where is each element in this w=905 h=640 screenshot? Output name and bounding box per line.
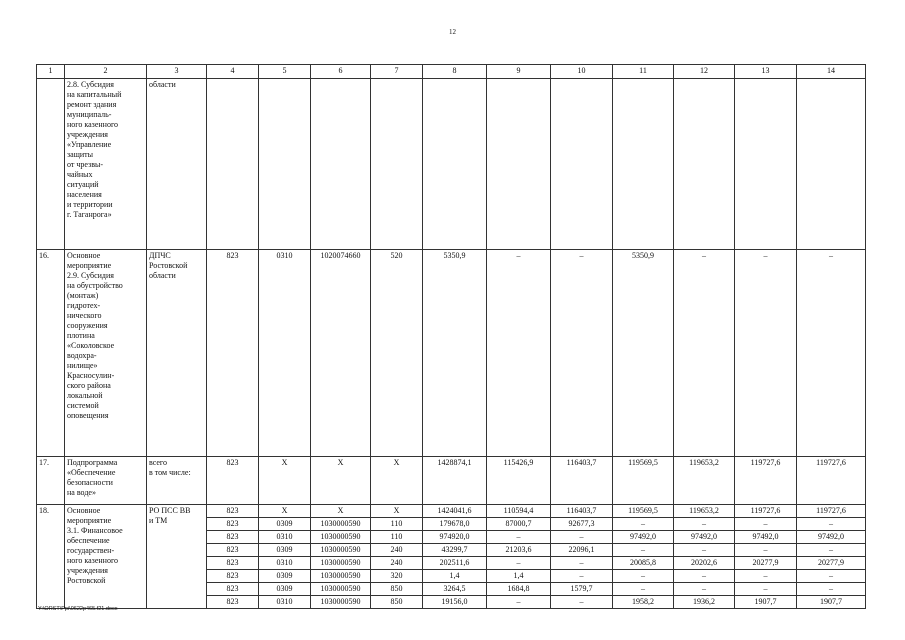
table-cell: 1,4	[423, 570, 487, 583]
column-number-cell: 4	[207, 65, 259, 79]
table-cell: –	[551, 531, 613, 544]
table-cell	[735, 79, 797, 250]
table-cell: 119727,6	[735, 505, 797, 518]
table-cell: Х	[371, 505, 423, 518]
table-cell: 1907,7	[797, 596, 866, 609]
table-cell: –	[613, 518, 674, 531]
table-cell: 119727,6	[797, 457, 866, 505]
table-cell: 823	[207, 518, 259, 531]
table-cell	[551, 79, 613, 250]
table-cell: –	[735, 570, 797, 583]
table-cell	[259, 79, 311, 250]
page-number: 12	[449, 28, 456, 36]
table-cell: 823	[207, 557, 259, 570]
table-cell: 823	[207, 596, 259, 609]
column-number-header-row	[37, 65, 866, 79]
table-cell: 87000,7	[487, 518, 551, 531]
activity-name-cell: Основное мероприятие 2.9. Субсидия на обустройство (монтаж) гидротех- нического сооружения плотина «Соколовское водохра- нилище» Красносулин- ского района локальной системой оповещения	[65, 250, 147, 457]
table-cell: 97492,0	[797, 531, 866, 544]
table-row-17	[37, 457, 866, 505]
table-cell: –	[613, 583, 674, 596]
table-cell	[797, 79, 866, 250]
column-number-cell: 9	[487, 65, 551, 79]
table-cell: 1958,2	[613, 596, 674, 609]
table-cell	[423, 79, 487, 250]
table-cell: –	[613, 570, 674, 583]
column-number-cell: 13	[735, 65, 797, 79]
table-cell: 974920,0	[423, 531, 487, 544]
table-cell: –	[551, 570, 613, 583]
column-number-cell: 10	[551, 65, 613, 79]
table-cell: –	[487, 557, 551, 570]
table-cell: 0309	[259, 570, 311, 583]
table-cell: –	[487, 531, 551, 544]
table-cell: –	[613, 544, 674, 557]
table-cell: 110	[371, 518, 423, 531]
table-cell: –	[735, 583, 797, 596]
table-cell: 110	[371, 531, 423, 544]
table-cell: 1030000590	[311, 596, 371, 609]
column-number-cell: 14	[797, 65, 866, 79]
row-number-cell: 16.	[37, 250, 65, 457]
table-cell: 1424041,6	[423, 505, 487, 518]
table-cell: 92677,3	[551, 518, 613, 531]
table-cell: –	[551, 250, 613, 457]
table-cell: 1030000590	[311, 557, 371, 570]
table-cell: 320	[371, 570, 423, 583]
column-number-cell: 5	[259, 65, 311, 79]
table-cell: 5350,9	[613, 250, 674, 457]
activity-name-cell: 2.8. Субсидия на капитальный ремонт здания муниципаль- ного казенного учреждения «Управление защиты от чрезвы- чайных ситуаций населения и территории г. Таганрога»	[65, 79, 147, 250]
table-cell: 1684,8	[487, 583, 551, 596]
table-cell: 97492,0	[674, 531, 735, 544]
table-cell: 1428874,1	[423, 457, 487, 505]
table-cell: 240	[371, 544, 423, 557]
table-cell: 20277,9	[797, 557, 866, 570]
table-cell: 115426,9	[487, 457, 551, 505]
table-cell: 0309	[259, 544, 311, 557]
table-cell: 97492,0	[613, 531, 674, 544]
table-cell: 1936,2	[674, 596, 735, 609]
table-row-16	[37, 250, 866, 457]
table-cell: 119653,2	[674, 505, 735, 518]
table-cell: Х	[259, 457, 311, 505]
table-cell: Х	[311, 457, 371, 505]
table-cell	[487, 79, 551, 250]
table-cell: 116403,7	[551, 505, 613, 518]
document-file-path: Y:\ORST\Ppi\0622p465.f21.docx	[38, 606, 118, 612]
table-cell: 21203,6	[487, 544, 551, 557]
table-cell: –	[674, 250, 735, 457]
table-cell: Х	[311, 505, 371, 518]
table-cell: 119569,5	[613, 505, 674, 518]
column-number-cell: 11	[613, 65, 674, 79]
table-cell: 823	[207, 457, 259, 505]
table-cell: 823	[207, 570, 259, 583]
table-cell: –	[674, 518, 735, 531]
table-cell: 850	[371, 583, 423, 596]
table-cell: 179678,0	[423, 518, 487, 531]
executor-cell: ДПЧС Ростовской области	[147, 250, 207, 457]
column-number-cell: 1	[37, 65, 65, 79]
column-number-cell: 2	[65, 65, 147, 79]
table-cell	[207, 79, 259, 250]
column-number-cell: 3	[147, 65, 207, 79]
table-cell: 20202,6	[674, 557, 735, 570]
table-cell: Х	[259, 505, 311, 518]
table-cell: 520	[371, 250, 423, 457]
table-cell: 823	[207, 505, 259, 518]
table-cell: 43299,7	[423, 544, 487, 557]
table-cell	[674, 79, 735, 250]
table-cell: 1030000590	[311, 518, 371, 531]
table-cell: 20277,9	[735, 557, 797, 570]
table-cell: 823	[207, 583, 259, 596]
table-cell	[371, 79, 423, 250]
table-cell: 3264,5	[423, 583, 487, 596]
column-number-cell: 8	[423, 65, 487, 79]
table-cell: 116403,7	[551, 457, 613, 505]
activity-name-cell: Подпрограмма «Обеспечение безопасности на воде»	[65, 457, 147, 505]
table-cell: 823	[207, 250, 259, 457]
table-cell: 240	[371, 557, 423, 570]
table-cell: 1030000590	[311, 570, 371, 583]
table-cell: 19156,0	[423, 596, 487, 609]
table-row-2-8	[37, 79, 866, 250]
table-cell: 97492,0	[735, 531, 797, 544]
table-cell: 119727,6	[735, 457, 797, 505]
table-cell: –	[674, 583, 735, 596]
table-cell: –	[735, 518, 797, 531]
column-number-cell: 6	[311, 65, 371, 79]
table-cell: 119569,5	[613, 457, 674, 505]
table-cell: 119653,2	[674, 457, 735, 505]
table-cell: 1579,7	[551, 583, 613, 596]
table-cell: –	[674, 544, 735, 557]
table-cell: 1030000590	[311, 531, 371, 544]
table-cell: –	[797, 583, 866, 596]
table-cell: –	[797, 570, 866, 583]
table-cell: 1,4	[487, 570, 551, 583]
row-number-cell	[37, 79, 65, 250]
table-cell: 0310	[259, 596, 311, 609]
table-cell: –	[797, 544, 866, 557]
executor-cell: РО ПСС ВВ и ТМ	[147, 505, 207, 609]
table-cell: –	[735, 544, 797, 557]
table-cell: 1030000590	[311, 544, 371, 557]
executor-cell: области	[147, 79, 207, 250]
program-table	[36, 64, 866, 609]
table-cell: 0309	[259, 583, 311, 596]
table-cell: –	[551, 557, 613, 570]
executor-cell: всего в том числе:	[147, 457, 207, 505]
row-number-cell: 18.	[37, 505, 65, 609]
table-row-18	[37, 505, 866, 518]
table-cell	[311, 79, 371, 250]
table-cell: 1020074660	[311, 250, 371, 457]
table-cell: Х	[371, 457, 423, 505]
activity-name-cell: Основное мероприятие 3.1. Финансовое обеспечение государствен- ного казенного учреждения Ростовской	[65, 505, 147, 609]
table-cell: 0310	[259, 557, 311, 570]
table-cell: 0310	[259, 250, 311, 457]
table-cell: 0309	[259, 518, 311, 531]
table-cell: 823	[207, 544, 259, 557]
table-cell: 110594,4	[487, 505, 551, 518]
table-cell: –	[735, 250, 797, 457]
table-cell	[613, 79, 674, 250]
table-cell: 119727,6	[797, 505, 866, 518]
table-cell: –	[797, 250, 866, 457]
table-cell: –	[674, 570, 735, 583]
table-cell: –	[551, 596, 613, 609]
table-cell: 20085,8	[613, 557, 674, 570]
table-cell: 5350,9	[423, 250, 487, 457]
column-number-cell: 12	[674, 65, 735, 79]
row-number-cell: 17.	[37, 457, 65, 505]
table-cell: 0310	[259, 531, 311, 544]
table-cell: 850	[371, 596, 423, 609]
table-cell: 202511,6	[423, 557, 487, 570]
table-cell: –	[487, 250, 551, 457]
table-cell: 22096,1	[551, 544, 613, 557]
table-cell: 1907,7	[735, 596, 797, 609]
table-cell: –	[487, 596, 551, 609]
table-cell: 1030000590	[311, 583, 371, 596]
column-number-cell: 7	[371, 65, 423, 79]
table-cell: 823	[207, 531, 259, 544]
table-cell: –	[797, 518, 866, 531]
